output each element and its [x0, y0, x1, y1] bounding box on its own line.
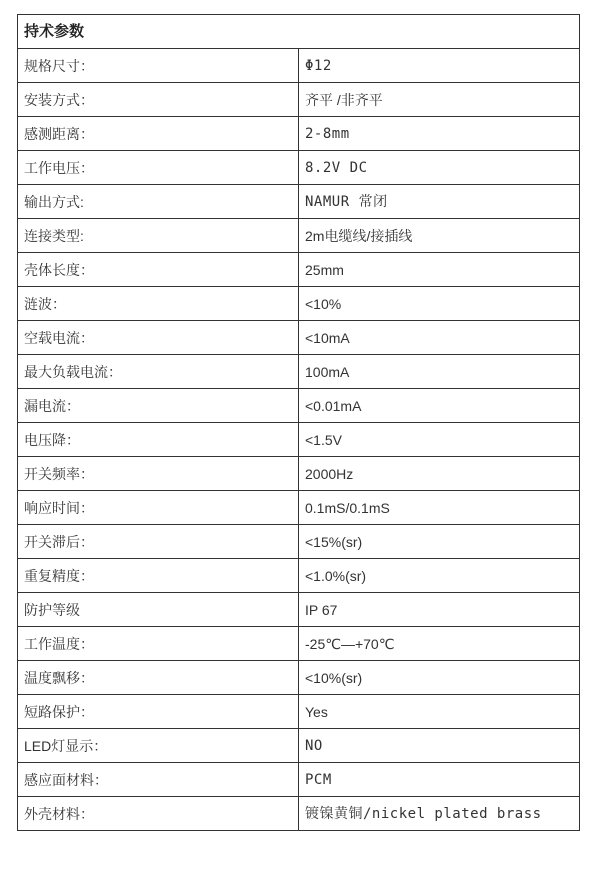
spec-label: 工作温度： — [18, 627, 299, 661]
spec-value: NAMUR 常闭 — [299, 185, 580, 219]
spec-label: 电压降： — [18, 423, 299, 457]
spec-label: 短路保护： — [18, 695, 299, 729]
spec-value: <1.5V — [299, 423, 580, 457]
spec-value: <10%(sr) — [299, 661, 580, 695]
spec-label: 温度飘移： — [18, 661, 299, 695]
spec-value: 0.1mS/0.1mS — [299, 491, 580, 525]
spec-table — [17, 14, 580, 831]
table-title: 持术参数 — [18, 15, 580, 49]
table-title-row — [18, 15, 580, 49]
table-row — [18, 525, 580, 559]
spec-value: 2000Hz — [299, 457, 580, 491]
table-row — [18, 593, 580, 627]
spec-label: 规格尺寸： — [18, 49, 299, 83]
table-row — [18, 287, 580, 321]
spec-value: PCM — [299, 763, 580, 797]
spec-label: 工作电压： — [18, 151, 299, 185]
table-row — [18, 797, 580, 831]
table-row — [18, 321, 580, 355]
table-row — [18, 253, 580, 287]
spec-label: 涟波： — [18, 287, 299, 321]
spec-value: IP 67 — [299, 593, 580, 627]
spec-label: 外壳材料： — [18, 797, 299, 831]
spec-value: 2m电缆线/接插线 — [299, 219, 580, 253]
table-row — [18, 627, 580, 661]
spec-value: <10% — [299, 287, 580, 321]
spec-value: -25℃—+70℃ — [299, 627, 580, 661]
table-row — [18, 695, 580, 729]
spec-value: <10mA — [299, 321, 580, 355]
spec-label: 开关滞后： — [18, 525, 299, 559]
table-row — [18, 355, 580, 389]
spec-label: LED灯显示： — [18, 729, 299, 763]
table-row — [18, 151, 580, 185]
spec-value: 8.2V DC — [299, 151, 580, 185]
spec-value: 100mA — [299, 355, 580, 389]
table-row — [18, 49, 580, 83]
spec-label: 漏电流： — [18, 389, 299, 423]
table-row — [18, 491, 580, 525]
spec-label: 空载电流： — [18, 321, 299, 355]
table-row — [18, 729, 580, 763]
spec-value: Yes — [299, 695, 580, 729]
spec-label: 防护等级 — [18, 593, 299, 627]
spec-value: 25mm — [299, 253, 580, 287]
spec-value: <0.01mA — [299, 389, 580, 423]
spec-label: 响应时间： — [18, 491, 299, 525]
spec-label: 感应面材料： — [18, 763, 299, 797]
spec-value: 镀镍黄铜/nickel plated brass — [299, 797, 580, 831]
spec-label: 输出方式: — [18, 185, 299, 219]
table-row — [18, 389, 580, 423]
spec-label: 感测距离： — [18, 117, 299, 151]
spec-value: 2-8mm — [299, 117, 580, 151]
spec-value: Φ12 — [299, 49, 580, 83]
table-row — [18, 559, 580, 593]
table-row — [18, 423, 580, 457]
table-row — [18, 117, 580, 151]
table-row — [18, 185, 580, 219]
spec-label: 壳体长度： — [18, 253, 299, 287]
spec-value: 齐平 /非齐平 — [299, 83, 580, 117]
spec-value: NO — [299, 729, 580, 763]
spec-label: 最大负载电流： — [18, 355, 299, 389]
table-row — [18, 661, 580, 695]
spec-label: 连接类型: — [18, 219, 299, 253]
spec-label: 重复精度： — [18, 559, 299, 593]
table-row — [18, 83, 580, 117]
spec-value: <1.0%(sr) — [299, 559, 580, 593]
spec-value: <15%(sr) — [299, 525, 580, 559]
table-row — [18, 763, 580, 797]
table-row — [18, 457, 580, 491]
table-row — [18, 219, 580, 253]
spec-table-body — [18, 15, 580, 831]
spec-label: 开关频率： — [18, 457, 299, 491]
spec-label: 安装方式： — [18, 83, 299, 117]
